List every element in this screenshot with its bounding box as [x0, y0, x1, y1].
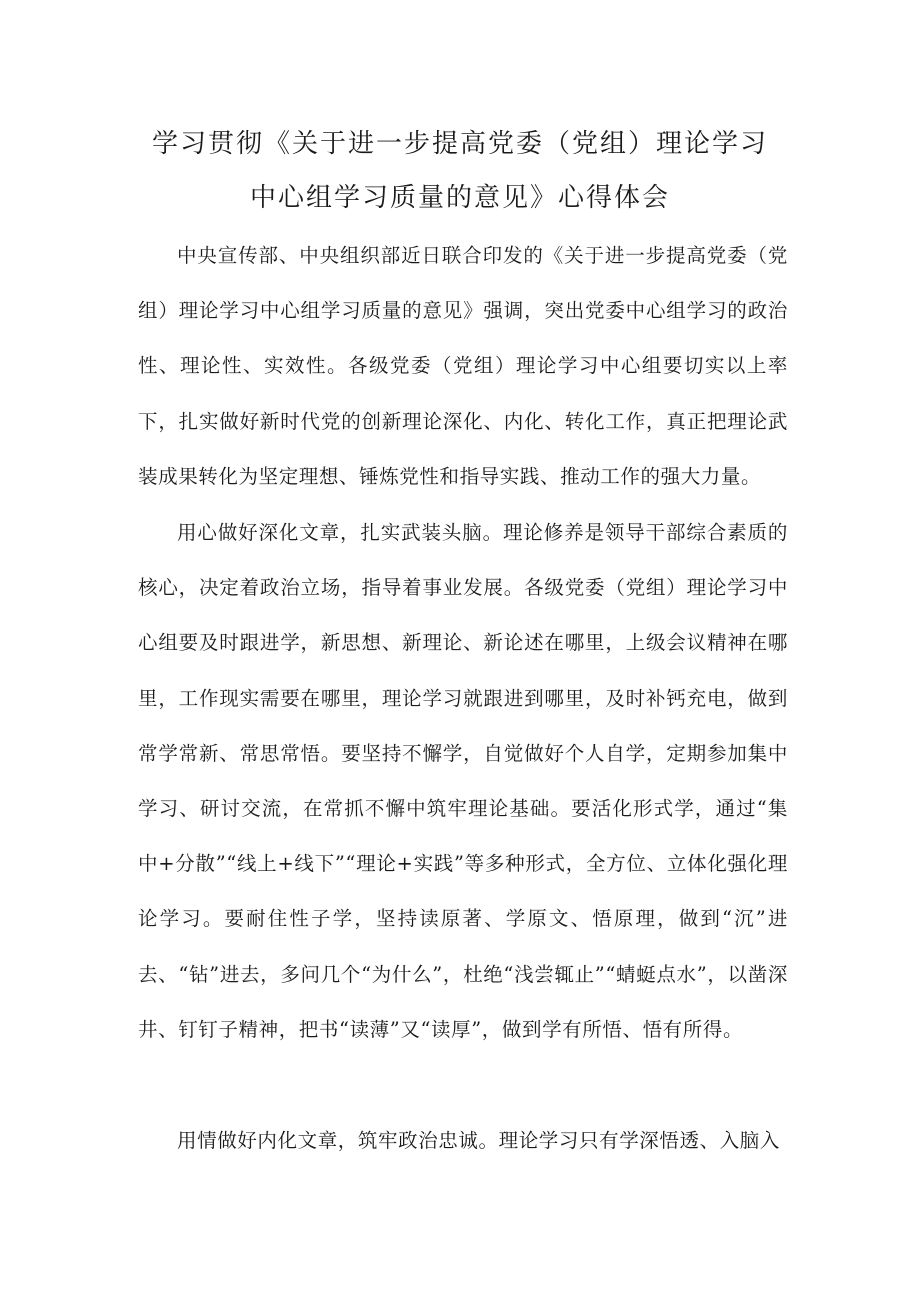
paragraph-2: 用心做好深化文章，扎实武装头脑。理论修养是领导干部综合素质的核心，决定着政治立场，指导着事业发展。各级党委（党组）理论学习中心组要及时跟进学，新思想、新理论、新论述在哪里，上级会议精神在哪里，工作现实需要在哪里，理论学习就跟进到哪里，及时补钙充电，做到常学常新、常思常悟。要坚持不懈学，自觉做好个人自学，定期参加集中学习、研讨交流，在常抓不懈中筑牢理论基础。要活化形式学，通过“集中+分散”“线上+线下”“理论+实践”等多种形式，全方位、立体化强化理论学习。要耐住性子学，坚持读原著、学原文、悟原理，做到“沉”进去、“钻”进去，多问几个“为什么”，杜绝“浅尝辄止”“蜻蜓点水”，以凿深井、钉钉子精神，把书“读薄”又“读厚”，做到学有所悟、悟有所得。	[138, 521, 788, 1041]
document-title-line-1: 学习贯彻《关于进一步提高党委（党组）理论学习	[151, 129, 768, 159]
paragraph-3: 用情做好内化文章，筑牢政治忠诚。理论学习只有学深悟透、入脑入	[177, 1129, 781, 1152]
paragraph-1: 中央宣传部、中央组织部近日联合印发的《关于进一步提高党委（党组）理论学习中心组学习质量的意见》强调，突出党委中心组学习的政治性、理论性、实效性。各级党委（党组）理论学习中心组要切实以上率下，扎实做好新时代党的创新理论深化、内化、转化工作，真正把理论武装成果转化为坚定理想、锤炼党性和指导实践、推动工作的强大力量。	[138, 244, 788, 488]
document-title-line-2: 中心组学习质量的意见》心得体会	[249, 183, 670, 213]
